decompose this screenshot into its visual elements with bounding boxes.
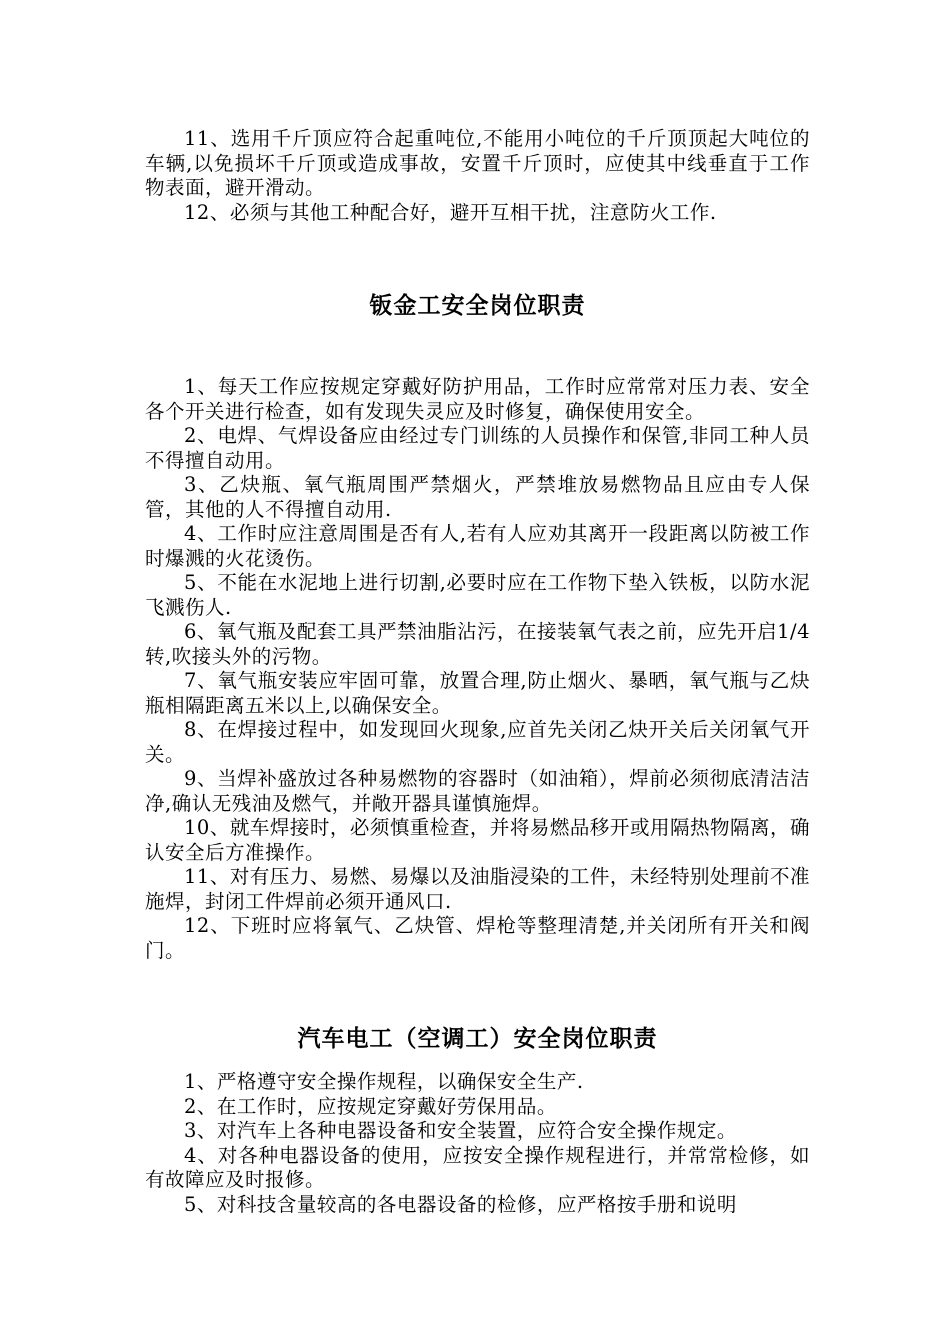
- list-item: 5、不能在水泥地上进行切割,必要时应在工作物下垫入铁板，以防水泥飞溅伤人.: [145, 571, 810, 619]
- section-title-sheet-metal: 钣金工安全岗位职责: [369, 292, 586, 319]
- list-item: 11、选用千斤顶应符合起重吨位,不能用小吨位的千斤顶顶起大吨位的车辆,以免损坏千斤顶或造成事故，安置千斤顶时，应使其中线垂直于工作物表面，避开滑动。: [145, 127, 810, 199]
- auto-electric-section: [145, 1070, 810, 1217]
- section-title-auto-electric: 汽车电工（空调工）安全岗位职责: [297, 1025, 658, 1052]
- list-item: 8、在焊接过程中，如发现回火现象,应首先关闭乙炔开关后关闭氧气开关。: [145, 718, 810, 766]
- list-item: 7、氧气瓶安装应牢固可靠，放置合理,防止烟火、暴晒，氧气瓶与乙炔瓶相隔距离五米以上,以确保安全。: [145, 669, 810, 717]
- list-item: 9、当焊补盛放过各种易燃物的容器时（如油箱），焊前必须彻底清洁洁净,确认无残油及燃气，并敞开器具谨慎施焊。: [145, 767, 810, 815]
- list-item: 1、每天工作应按规定穿戴好防护用品，工作时应常常对压力表、安全各个开关进行检查，如有发现失灵应及时修复，确保使用安全。: [145, 375, 810, 423]
- top-section: [145, 127, 810, 225]
- list-item: 11、对有压力、易燃、易爆以及油脂浸染的工件，未经特别处理前不准施焊，封闭工件焊前必须开通风口.: [145, 865, 810, 913]
- list-item: 2、电焊、气焊设备应由经过专门训练的人员操作和保管,非同工种人员不得擅自动用。: [145, 424, 810, 472]
- list-item: 6、氧气瓶及配套工具严禁油脂沾污，在接装氧气表之前，应先开启1/4转,吹接头外的污物。: [145, 620, 810, 668]
- list-item: 4、工作时应注意周围是否有人,若有人应劝其离开一段距离以防被工作时爆溅的火花烫伤。: [145, 522, 810, 570]
- list-item: 4、对各种电器设备的使用，应按安全操作规程进行，并常常检修，如有故障应及时报修。: [145, 1143, 810, 1191]
- list-item: 10、就车焊接时，必须慎重检查，并将易燃品移开或用隔热物隔离，确认安全后方准操作。: [145, 816, 810, 864]
- sheet-metal-section: [145, 375, 810, 963]
- list-item: 3、对汽车上各种电器设备和安全装置，应符合安全操作规定。: [184, 1119, 737, 1142]
- list-item: 2、在工作时，应按规定穿戴好劳保用品。: [184, 1094, 557, 1118]
- list-item: 1、严格遵守安全操作规程，以确保安全生产.: [184, 1070, 584, 1093]
- list-item: 12、必须与其他工种配合好，避开互相干扰，注意防火工作.: [184, 200, 717, 224]
- list-item: 5、对科技含量较高的各电器设备的检修，应严格按手册和说明: [184, 1192, 737, 1216]
- list-item: 3、乙炔瓶、氧气瓶周围严禁烟火，严禁堆放易燃物品且应由专人保管，其他的人不得擅自动用.: [145, 473, 810, 521]
- list-item: 12、下班时应将氧气、乙炔管、焊枪等整理清楚,并关闭所有开关和阀门。: [145, 914, 810, 962]
